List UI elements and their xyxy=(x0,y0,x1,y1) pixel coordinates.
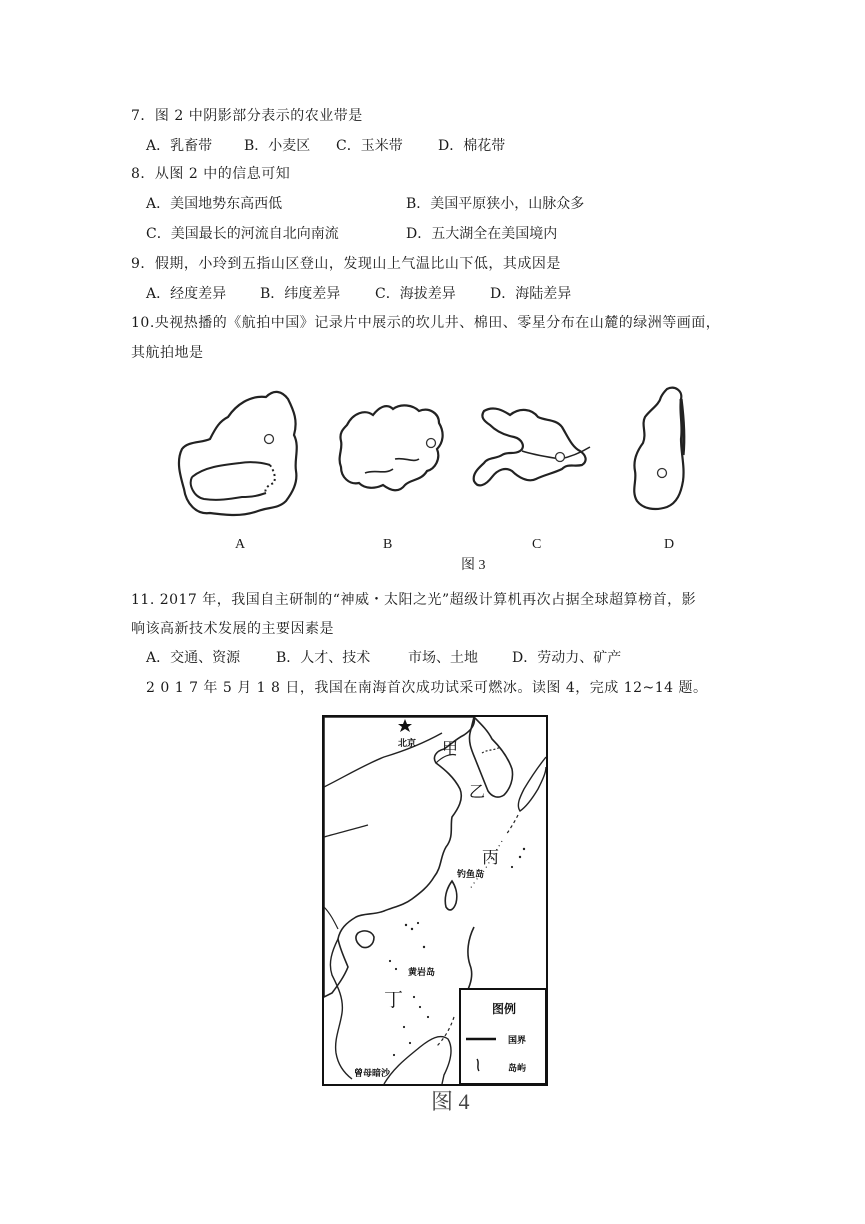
q9-option-a: A．经度差异 xyxy=(146,286,227,302)
q8-stem: 8．从图 2 中的信息可知 xyxy=(131,166,291,182)
q8-option-c: C．美国最长的河流自北向南流 xyxy=(146,226,339,242)
q7-option-b: B．小麦区 xyxy=(244,138,311,154)
figure-3-label-d: D xyxy=(664,537,675,552)
map-label-diaoyu: 钓鱼岛 xyxy=(457,870,485,880)
beijing-star-icon xyxy=(398,719,412,732)
map-label-ding: 丁 xyxy=(384,989,404,1011)
q11-option-d: D．劳动力、矿产 xyxy=(512,650,622,666)
map-drawing xyxy=(324,717,546,1084)
figure-4-caption: 图 4 xyxy=(431,1089,470,1114)
q7-option-c: C．玉米带 xyxy=(336,138,403,154)
intro-12-14: 2 0 1 7 年 5 月 1 8 日，我国在南海首次成功试采可燃冰。读图 4，完成 12~14 题。 xyxy=(146,680,708,696)
q8-option-a: A．美国地势东高西低 xyxy=(146,196,283,212)
figure-3-label-b: B xyxy=(383,537,393,552)
figure-3-outlines xyxy=(170,385,710,535)
q11-option-c: 市场、土地 xyxy=(408,650,478,666)
q7-option-a: A．乳畜带 xyxy=(146,138,213,154)
figure-3-label-c: C xyxy=(532,537,542,552)
map-label-bing: 丙 xyxy=(482,848,499,868)
legend-boundary-label: 国界 xyxy=(508,1036,527,1046)
q8-option-d: D．五大湖全在美国境内 xyxy=(406,226,558,242)
map-label-huangyan: 黄岩岛 xyxy=(408,968,436,978)
q7-stem: 7．图 2 中阴影部分表示的农业带是 xyxy=(131,108,363,124)
figure-3-caption: 图 3 xyxy=(461,558,486,573)
outline-d xyxy=(634,388,684,509)
legend-title: 图例 xyxy=(492,1002,517,1016)
map-label-yi: 乙 xyxy=(469,782,486,801)
q11-option-b: B．人才、技术 xyxy=(276,650,371,666)
figure-3-label-a: A xyxy=(235,537,246,552)
outline-b xyxy=(340,405,443,490)
q9-option-d: D．海陆差异 xyxy=(490,286,572,302)
q10-stem-line2: 其航拍地是 xyxy=(131,345,204,361)
q11-stem-line1: 11. 2017 年，我国自主研制的“神威・太阳之光”超级计算机再次占据全球超算榜首，影 xyxy=(131,592,697,608)
q7-option-d: D．棉花带 xyxy=(438,138,506,154)
q9-option-b: B．纬度差异 xyxy=(260,286,341,302)
q9-stem: 9．假期，小玲到五指山区登山，发现山上气温比山下低，其成因是 xyxy=(131,256,561,272)
q8-option-b: B．美国平原狭小，山脉众多 xyxy=(406,196,585,212)
map-label-beijing: 北京 xyxy=(398,739,417,749)
q10-stem-line1: 10.央视热播的《航拍中国》记录片中展示的坎儿井、棉田、零星分布在山麓的绿洲等画面， xyxy=(131,315,721,331)
q9-option-c: C．海拔差异 xyxy=(375,286,456,302)
q11-option-a: A．交通、资源 xyxy=(146,650,241,666)
map-label-zengmu: 曾母暗沙 xyxy=(354,1069,391,1079)
figure-4-map xyxy=(322,715,548,1086)
outline-a-xinjiang xyxy=(179,392,297,515)
outline-c xyxy=(474,408,590,485)
map-label-jia: 甲 xyxy=(442,739,459,758)
legend-island-label: 岛屿 xyxy=(508,1064,527,1074)
q11-stem-line2: 响该高新技术发展的主要因素是 xyxy=(131,621,334,637)
